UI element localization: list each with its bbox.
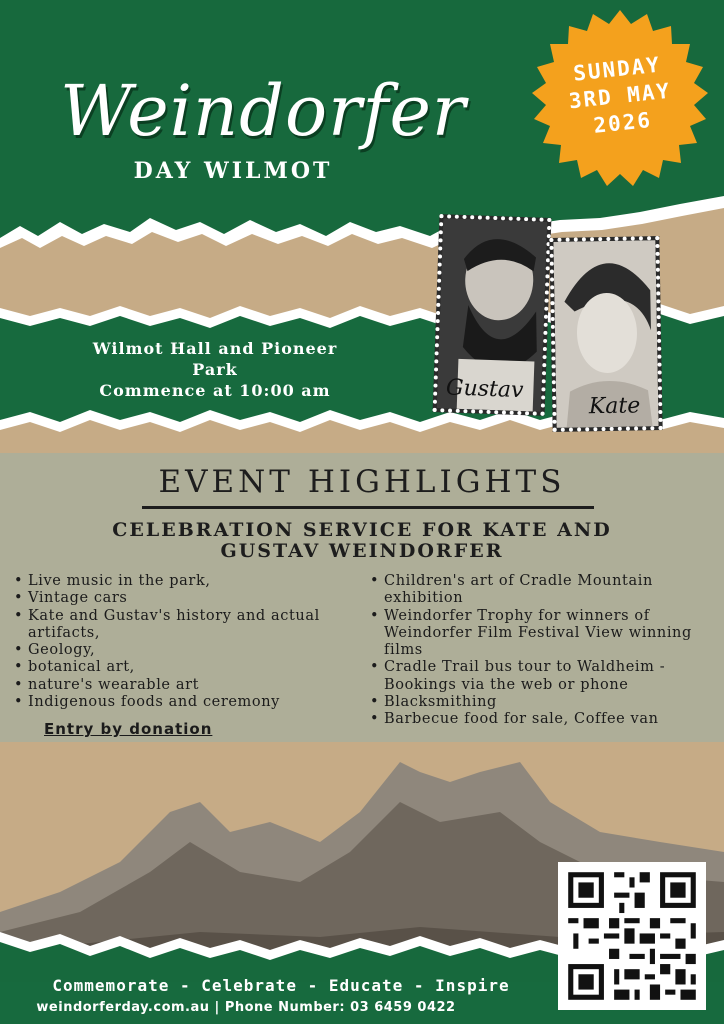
date-badge-year: 2026 [592, 107, 654, 138]
venue-start-time: Commence at 10:00 am [99, 381, 331, 400]
date-badge-day: SUNDAY [572, 52, 663, 86]
highlights-divider [142, 506, 594, 509]
list-item: • Weindorfer Trophy for winners of Weindorfer Film Festival View winning films [370, 608, 716, 660]
date-badge-date: 3RD MAY [567, 78, 673, 114]
list-item: • Indigenous foods and ceremony [14, 694, 354, 711]
photo-gustav [433, 214, 552, 416]
photo-caption-kate: Kate [588, 393, 641, 420]
footer-contact: weindorferday.com.au | Phone Number: 03 6459 0422 [36, 1000, 456, 1015]
list-item: • Cradle Trail bus tour to Waldheim - Bookings via the web or phone [370, 659, 716, 694]
highlights-subheading-line-2: GUSTAV WEINDORFER [220, 540, 504, 562]
list-item: • Kate and Gustav's history and actual artifacts, [14, 608, 328, 643]
qr-code[interactable] [558, 862, 706, 1010]
list-item: • Blacksmithing [370, 694, 716, 711]
highlights-list-left [14, 573, 354, 711]
list-item: • Vintage cars [14, 590, 354, 607]
list-item: • Children's art of Cradle Mountain exhibition [370, 573, 716, 608]
venue-info [60, 338, 370, 401]
highlights-list-right [370, 573, 716, 729]
photo-caption-gustav: Gustav [445, 375, 524, 404]
list-item: • nature's wearable art [14, 677, 354, 694]
highlights-heading: EVENT HIGHLIGHTS [158, 464, 566, 500]
list-item: • Barbecue food for sale, Coffee van [370, 711, 716, 728]
highlights-subheading-line-1: CELEBRATION SERVICE FOR KATE AND [112, 519, 612, 541]
list-item: • Live music in the park, [14, 573, 354, 590]
list-item: • botanical art, [14, 659, 354, 676]
photo-kate [549, 236, 662, 432]
venue-line-2: Park [192, 360, 238, 379]
highlights-subheading [40, 520, 684, 562]
footer-tagline: Commemorate - Celebrate - Educate - Inspire [52, 976, 510, 995]
entry-note: Entry by donation [44, 720, 213, 738]
event-subtitle: DAY WILMOT [133, 158, 333, 184]
qr-code-icon [558, 862, 706, 1010]
list-item: • Geology, [14, 642, 354, 659]
venue-line-1: Wilmot Hall and Pioneer [92, 339, 338, 358]
event-title: Weindorfer [60, 70, 467, 152]
